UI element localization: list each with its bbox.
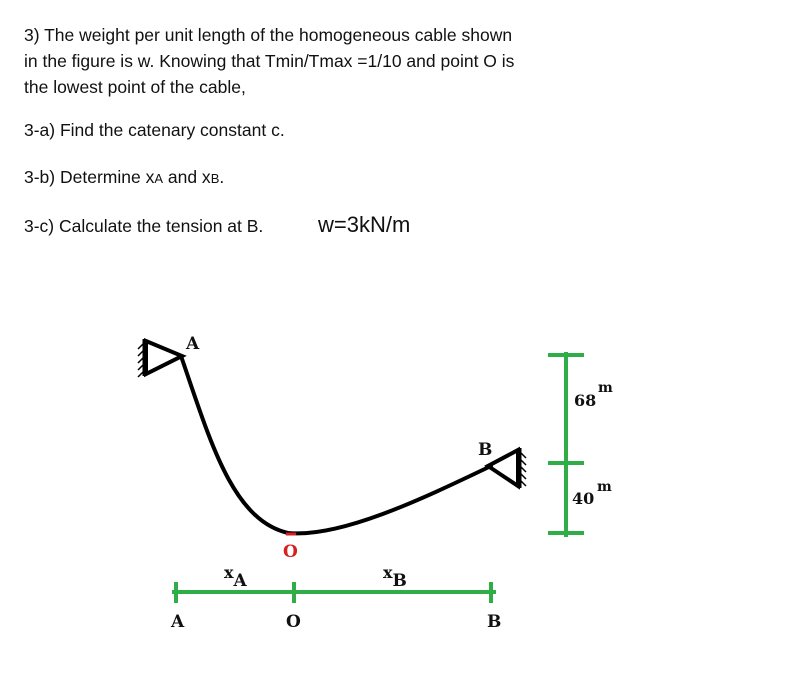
statement-line-2: in the figure is w. Knowing that Tmin/Tmax =1/10 and point O is — [24, 51, 515, 71]
upper-height-unit: m — [598, 380, 613, 396]
question-part-a: 3-a) Find the catenary constant c. — [24, 120, 285, 140]
support-b-label: B — [478, 440, 493, 460]
part-b-prefix: 3-b) Determine x — [24, 167, 155, 187]
lowest-point-label: O — [283, 542, 298, 562]
tick-label-o: O — [286, 612, 301, 632]
statement-line-3: the lowest point of the cable, — [24, 77, 246, 97]
lower-height-unit: m — [597, 479, 612, 495]
tick-label-b: B — [487, 612, 502, 632]
distributed-load-value: w=3kN/m — [318, 212, 411, 237]
part-b-suffix: . — [219, 167, 225, 187]
upper-height-value: 68 — [574, 391, 597, 410]
part-b-middle: and x — [163, 167, 211, 187]
lower-height-value: 40 — [572, 489, 595, 508]
xb-subscript: B — [392, 571, 407, 591]
part-b-subscript-b: B — [210, 171, 220, 186]
support-b-icon — [488, 448, 526, 488]
xb-dimension-label — [383, 563, 407, 591]
tick-label-a: A — [171, 612, 185, 632]
support-a-icon — [138, 339, 182, 377]
xb-symbol: x — [383, 563, 393, 582]
cable-curve — [181, 356, 491, 533]
part-b-subscript-a: A — [154, 171, 163, 186]
horizontal-dimension — [172, 582, 496, 603]
xa-subscript: A — [233, 571, 247, 591]
vertical-dimension — [548, 352, 584, 537]
xa-symbol: x — [224, 563, 234, 582]
xa-dimension-label — [224, 563, 248, 591]
support-a-label: A — [186, 334, 200, 354]
statement-line-1: 3) The weight per unit length of the homogeneous cable shown — [24, 25, 513, 45]
question-part-c: 3-c) Calculate the tension at B. — [24, 216, 264, 236]
